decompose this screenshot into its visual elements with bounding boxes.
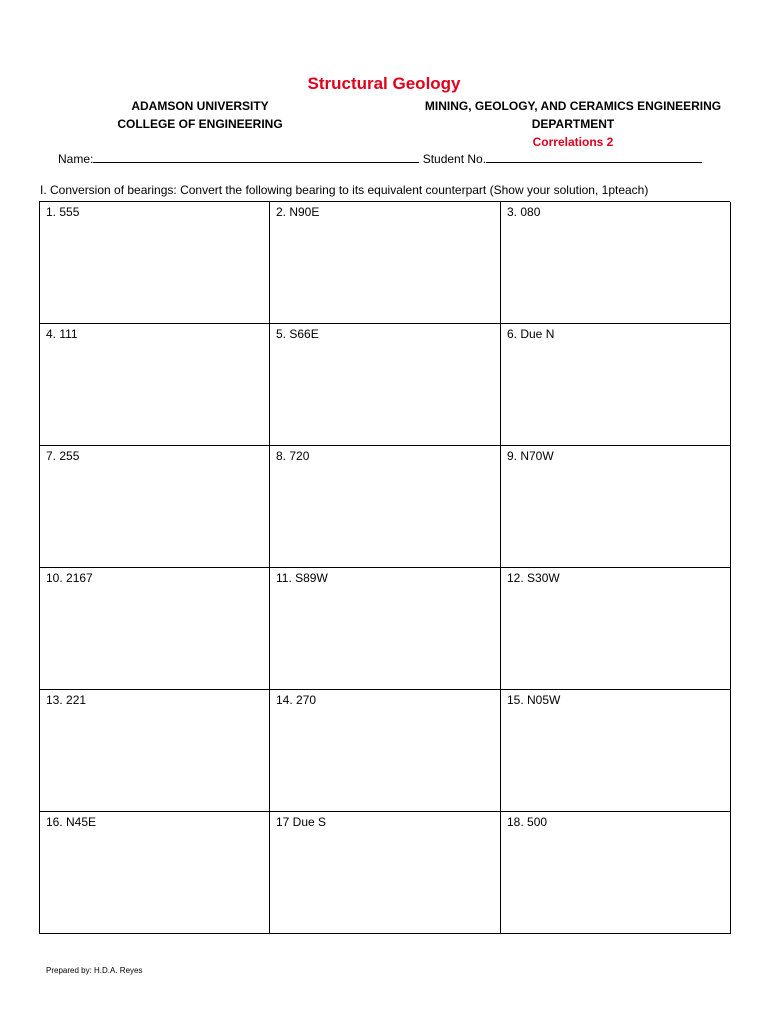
answer-cell[interactable]: 16. N45E xyxy=(40,812,270,934)
answer-cell[interactable]: 1. 555 xyxy=(40,202,270,324)
student-no-label: Student No. xyxy=(422,152,487,166)
answer-cell[interactable]: 13. 221 xyxy=(40,690,270,812)
college-name: COLLEGE OF ENGINEERING xyxy=(117,117,283,131)
answer-cell[interactable]: 8. 720 xyxy=(270,446,501,568)
department-name-line2: DEPARTMENT xyxy=(531,117,615,131)
prepared-by-footer: Prepared by: H.D.A. Reyes xyxy=(46,966,143,975)
instruction-text: I. Conversion of bearings: Convert the following bearing to its equivalent counterpart (Show your solution, 1pteach) xyxy=(40,183,649,197)
answer-cell[interactable]: 2. N90E xyxy=(270,202,501,324)
answer-cell[interactable]: 4. 111 xyxy=(40,324,270,446)
student-info-row xyxy=(58,150,702,166)
university-header xyxy=(95,97,305,133)
answer-cell[interactable]: 15. N05W xyxy=(501,690,731,812)
university-name: ADAMSON UNIVERSITY xyxy=(131,99,269,113)
answer-cell[interactable]: 5. S66E xyxy=(270,324,501,446)
answer-cell[interactable]: 9. N70W xyxy=(501,446,731,568)
answer-cell[interactable]: 17 Due S xyxy=(270,812,501,934)
answer-cell[interactable]: 7. 255 xyxy=(40,446,270,568)
department-name-line1: MINING, GEOLOGY, AND CERAMICS ENGINEERING xyxy=(424,99,722,113)
student-no-blank[interactable] xyxy=(486,150,702,163)
name-blank[interactable] xyxy=(93,150,419,163)
document-title: Structural Geology xyxy=(307,74,461,93)
department-header xyxy=(418,97,728,151)
answer-cell[interactable]: 6. Due N xyxy=(501,324,731,446)
answer-cell[interactable]: 10. 2167 xyxy=(40,568,270,690)
answer-cell[interactable]: 14. 270 xyxy=(270,690,501,812)
answer-cell[interactable]: 3. 080 xyxy=(501,202,731,324)
answer-grid xyxy=(39,201,730,934)
answer-cell[interactable]: 12. S30W xyxy=(501,568,731,690)
answer-cell[interactable]: 11. S89W xyxy=(270,568,501,690)
answer-cell[interactable]: 18. 500 xyxy=(501,812,731,934)
worksheet-subtitle: Correlations 2 xyxy=(532,135,614,149)
name-label: Name: xyxy=(58,152,94,166)
